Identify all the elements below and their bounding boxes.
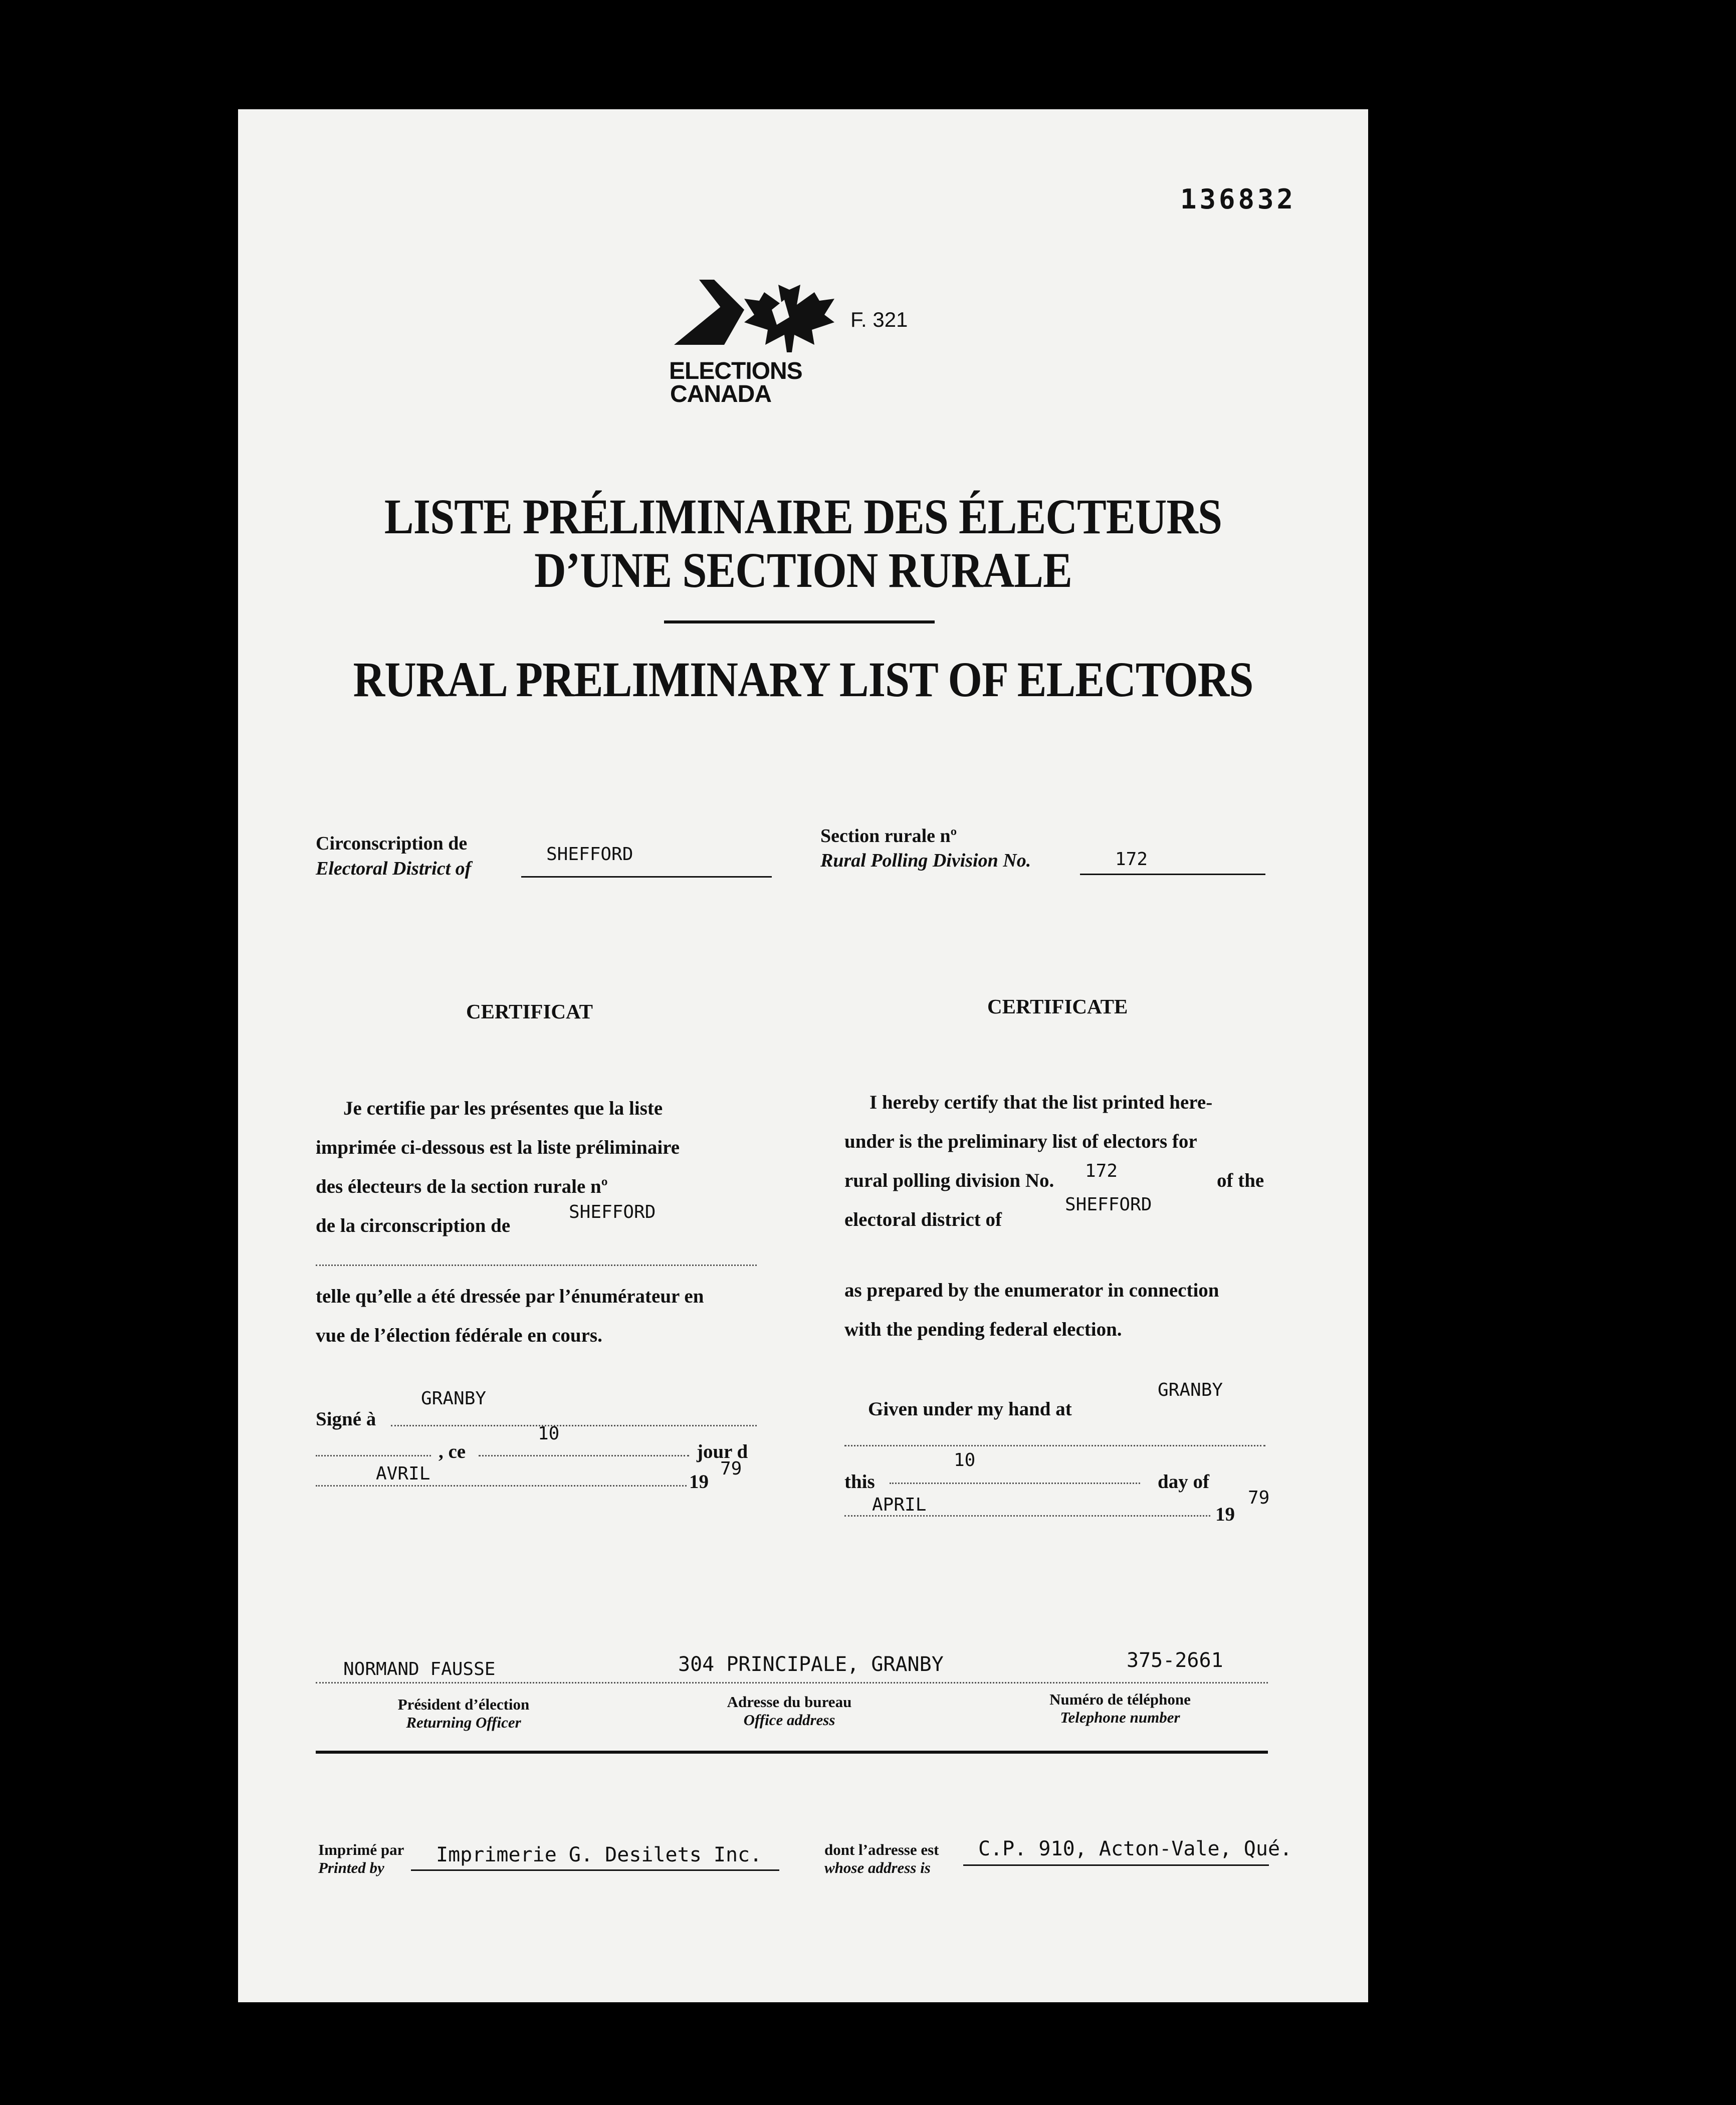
certificat-fr-body-2	[316, 1277, 704, 1355]
district-label-fr: Circonscription de	[316, 833, 468, 854]
ce-dotline-2	[479, 1455, 689, 1456]
district-value: SHEFFORD	[546, 844, 633, 865]
this-label: this	[844, 1471, 875, 1493]
office-address-label-en: Office address	[743, 1711, 835, 1729]
office-address-label-fr: Adresse du bureau	[727, 1693, 852, 1711]
officer-phone: 375-2661	[1127, 1649, 1223, 1672]
officer-name-label	[388, 1696, 539, 1732]
title-divider	[664, 620, 935, 623]
certificate-en-line-3: rural polling division No.	[844, 1170, 1054, 1191]
printed-by-label	[318, 1841, 404, 1877]
printer-address-underline	[963, 1864, 1269, 1866]
given-dotline	[844, 1445, 1265, 1446]
officer-address: 304 PRINCIPALE, GRANBY	[678, 1653, 944, 1676]
certificate-en-of-the: of the	[1217, 1170, 1264, 1191]
logo-line-1: ELECTIONS	[669, 358, 802, 384]
printer-address: C.P. 910, Acton-Vale, Qué.	[978, 1837, 1292, 1860]
certificate-en-line-5: as prepared by the enumerator in connection	[844, 1280, 1219, 1301]
telephone-label-fr: Numéro de téléphone	[1049, 1691, 1191, 1708]
given-label: Given under my hand at	[868, 1398, 1072, 1420]
printed-by-label-fr: Imprimé par	[318, 1841, 404, 1858]
certificate-en-line-4: electoral district of	[844, 1209, 1002, 1230]
certificate-en-division-value: 172	[1085, 1161, 1118, 1181]
certificat-fr-dotline-1	[316, 1265, 757, 1266]
document-page	[238, 109, 1368, 2002]
division-label-en: Rural Polling Division No.	[820, 850, 1031, 871]
year-value-fr: 79	[720, 1458, 742, 1479]
division-label-fr: Section rurale nº	[820, 825, 957, 847]
printed-by-label-en: Printed by	[318, 1859, 384, 1876]
telephone-label-en: Telephone number	[1060, 1709, 1180, 1726]
certificate-en-body-2	[844, 1271, 1219, 1349]
officer-dotline	[316, 1682, 1268, 1683]
officer-name-label-en: Returning Officer	[406, 1714, 521, 1731]
printer-address-label-fr: dont l’adresse est	[824, 1841, 939, 1858]
division-underline	[1080, 874, 1265, 875]
certificate-en-day: 10	[954, 1450, 976, 1470]
jour-label: jour d	[697, 1441, 748, 1462]
ce-dotline-1	[316, 1455, 431, 1456]
certificate-en-line-6: with the pending federal election.	[844, 1319, 1122, 1340]
telephone-label	[1025, 1691, 1215, 1727]
certificate-en-district-value: SHEFFORD	[1065, 1194, 1152, 1215]
district-label-en: Electoral District of	[316, 858, 472, 879]
day-dotline-en	[890, 1483, 1140, 1484]
printer-underline	[411, 1869, 779, 1871]
division-value: 172	[1115, 849, 1148, 870]
certificat-fr-line-4: de la circonscription de	[316, 1215, 511, 1236]
form-number: F. 321	[850, 308, 908, 331]
elections-canada-logo	[669, 270, 870, 407]
ce-label: , ce	[439, 1441, 466, 1462]
month-dotline-fr	[316, 1485, 687, 1487]
serial-number: 136832	[1180, 183, 1296, 215]
certificat-fr-line-1: Je certifie par les présentes que la liste	[343, 1098, 663, 1119]
officer-name: NORMAND FAUSSE	[343, 1659, 496, 1679]
certificat-fr-line-5: telle qu’elle a été dressée par l’énumérateur en	[316, 1286, 704, 1307]
office-address-label	[714, 1693, 864, 1729]
certificate-en-line-2: under is the preliminary list of electors for	[844, 1131, 1197, 1152]
footer-rule	[316, 1751, 1268, 1754]
certificat-fr-month: AVRIL	[376, 1463, 430, 1484]
certificat-fr-line-3: des électeurs de la section rurale nº	[316, 1176, 608, 1197]
printer-address-label-en: whose address is	[824, 1859, 931, 1876]
title-fr-line-2: D’UNE SECTION RURALE	[534, 542, 1072, 598]
signe-value: GRANBY	[421, 1388, 487, 1409]
certificate-heading: CERTIFICATE	[987, 995, 1128, 1018]
certificat-fr-day: 10	[538, 1423, 560, 1444]
printer-address-label	[824, 1841, 939, 1877]
certificate-en-month: APRIL	[872, 1495, 927, 1515]
certificat-fr-line-2: imprimée ci-dessous est la liste préliminaire	[316, 1137, 680, 1158]
signe-dotline	[391, 1425, 757, 1426]
certificat-fr-line-6: vue de l’élection fédérale en cours.	[316, 1325, 602, 1346]
certificate-en-body	[844, 1083, 1212, 1239]
officer-name-label-fr: Président d’élection	[397, 1696, 530, 1713]
printer-name: Imprimerie G. Desilets Inc.	[436, 1843, 762, 1866]
year-prefix-fr: 19	[689, 1471, 709, 1493]
dayof-label: day of	[1158, 1471, 1209, 1493]
certificate-en-line-1: I hereby certify that the list printed here-	[870, 1092, 1213, 1113]
year-prefix-en: 19	[1215, 1504, 1235, 1525]
certificat-fr-district-value: SHEFFORD	[569, 1202, 656, 1222]
year-value-en: 79	[1248, 1488, 1270, 1508]
x-maple-leaf-logo-icon	[669, 270, 849, 355]
given-value: GRANBY	[1158, 1380, 1223, 1400]
signe-label: Signé à	[316, 1408, 376, 1430]
title-fr-line-1: LISTE PRÉLIMINAIRE DES ÉLECTEURS	[384, 489, 1222, 544]
month-dotline-en	[844, 1515, 1210, 1517]
certificat-heading: CERTIFICAT	[466, 1000, 593, 1023]
logo-line-2: CANADA	[670, 381, 771, 407]
district-underline	[521, 876, 772, 878]
title-en: RURAL PRELIMINARY LIST OF ELECTORS	[353, 652, 1253, 707]
